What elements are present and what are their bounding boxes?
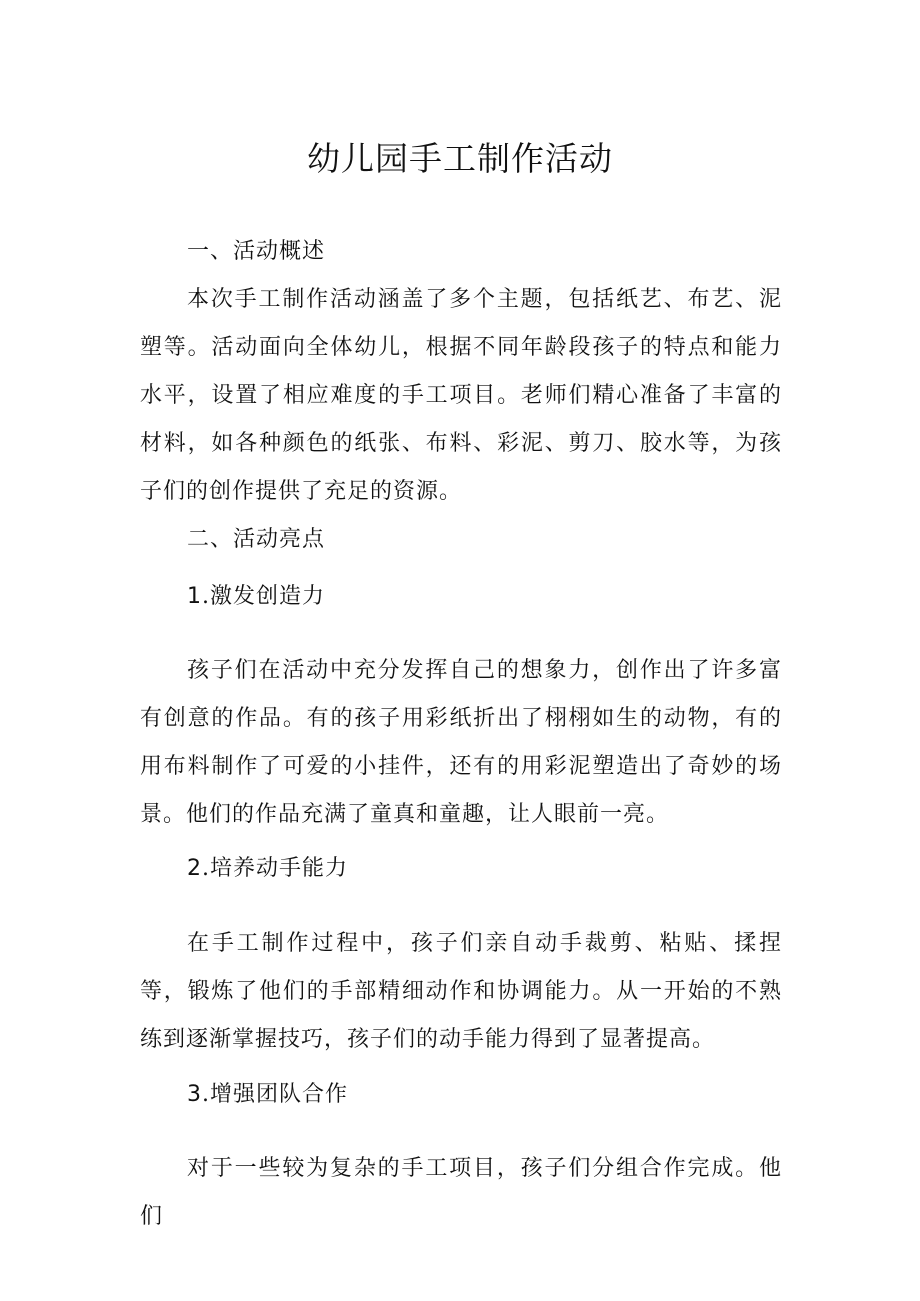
section-heading-overview: 一、活动概述 bbox=[187, 239, 326, 264]
subsection-heading-teamwork bbox=[140, 1071, 829, 1119]
paragraph-hands-on: 在手工制作过程中，孩子们亲自动手裁剪、粘贴、揉捏等，锻炼了他们的手部精细动作和协调能力。从一开始的不熟练到逐渐掌握技巧，孩子们的动手能力得到了显著提高。 bbox=[140, 931, 782, 1052]
subsection-number: 3 bbox=[187, 1082, 202, 1107]
subsection-heading-hands-on bbox=[140, 845, 829, 893]
subsection-title: .激发创造力 bbox=[202, 584, 325, 609]
paragraph-creativity: 孩子们在活动中充分发挥自己的想象力，创作出了许多富有创意的作品。有的孩子用彩纸折出了栩栩如生的动物，有的用布料制作了可爱的小挂件，还有的用彩泥塑造出了奇妙的场景。他们的作品充满了童真和童趣，让人眼前一亮。 bbox=[140, 658, 782, 827]
subsection-heading-creativity bbox=[140, 573, 829, 621]
paragraph-overview: 本次手工制作活动涵盖了多个主题，包括纸艺、布艺、泥塑等。活动面向全体幼儿，根据不同年龄段孩子的特点和能力水平，设置了相应难度的手工项目。老师们精心准备了丰富的材料，如各种颜色的纸张、布料、彩泥、剪刀、胶水等，为孩子们的创作提供了充足的资源。 bbox=[140, 287, 782, 504]
subsection-title: .增强团队合作 bbox=[202, 1082, 348, 1107]
subsection-number: 2 bbox=[187, 856, 202, 881]
subsection-title: .培养动手能力 bbox=[202, 856, 348, 881]
section-heading-highlights: 二、活动亮点 bbox=[187, 527, 326, 552]
document-title: 幼儿园手工制作活动 bbox=[307, 139, 613, 178]
paragraph-teamwork: 对于一些较为复杂的手工项目，孩子们分组合作完成。他们 bbox=[140, 1156, 782, 1229]
subsection-number: 1 bbox=[187, 584, 202, 609]
